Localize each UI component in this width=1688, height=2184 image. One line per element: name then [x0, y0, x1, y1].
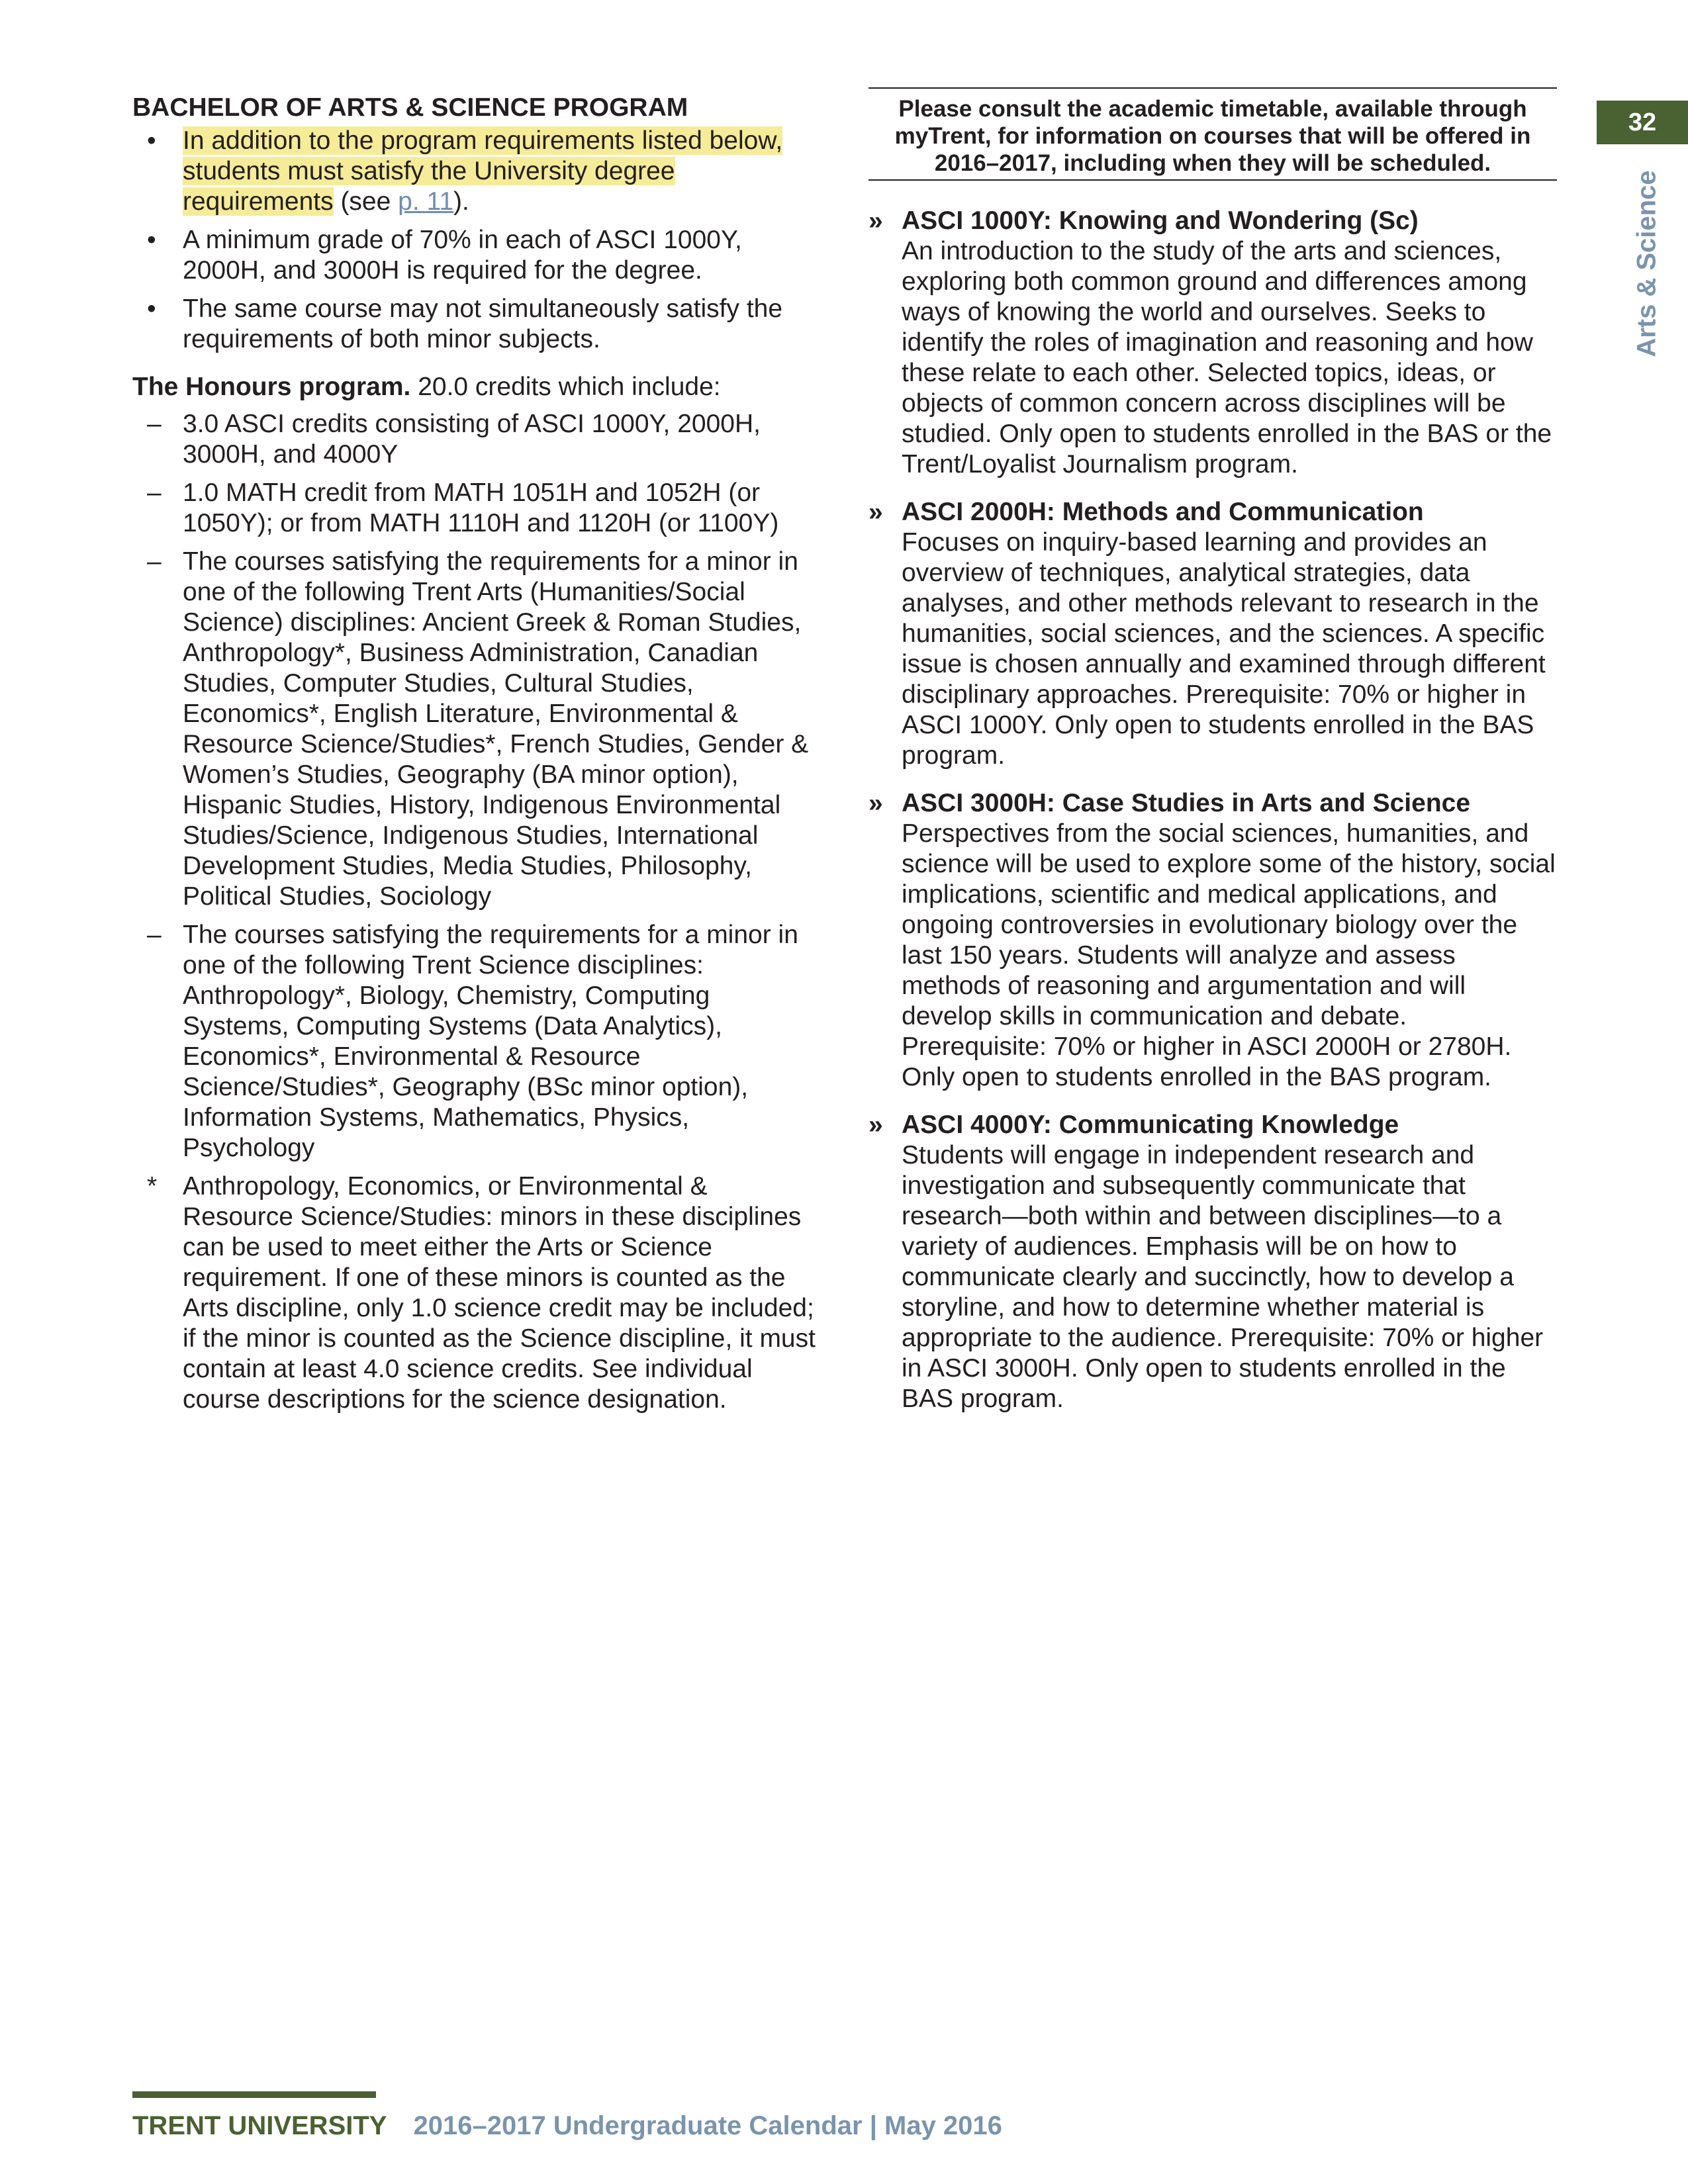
page-number-tab — [1597, 101, 1688, 144]
page-reference-link[interactable]: p. 11 — [398, 187, 454, 216]
course-title: ASCI 1000Y: Knowing and Wondering (Sc) — [902, 206, 1419, 235]
course-description: An introduction to the study of the arts and sciences, exploring both common ground and differences among ways of knowing the world and ourselves. Seeks to identify the roles of imagination and reasoning and how these relate to each other. Selected topics, ideas, or objects of common concern across disciplines will be studied. Only open to students enrolled in the BAS or the Trent/Loyalist Journalism program. — [902, 237, 1552, 478]
course-title: ASCI 2000H: Methods and Communication — [902, 498, 1424, 526]
course-entry — [868, 1110, 1557, 1414]
course-description: Perspectives from the social sciences, humanities, and science will be used to explore some of the history, social implications, scientific and medical applications, and ongoing controversies in evolutionary biology over the last 150 years. Students will analyze and assess methods of reasoning and argumentation and will develop skills in communication and debate. Prerequisite: 70% or higher in ASCI 2000H or 2780H. Only open to students enrolled in the BAS program. — [902, 819, 1556, 1091]
list-item-text: 3.0 ASCI credits consisting of ASCI 1000Y, 2000H, 3000H, and 4000Y — [183, 410, 761, 469]
course-title: ASCI 3000H: Case Studies in Arts and Science — [902, 789, 1471, 817]
side-label-text: Arts & Science — [1632, 169, 1662, 357]
footnote-text: Anthropology, Economics, or Environmental & Resource Science/Studies: minors in these disciplines can be used to meet either the Arts or Science requirement. If one of these minors is counted as the Arts discipline, only 1.0 science credit may be included; if the minor is counted as the Science discipline, it must contain at least 4.0 science credits. See individual course descriptions for the science designation. — [183, 1172, 816, 1414]
dash-marker: – — [147, 547, 162, 576]
dash-marker: – — [147, 478, 162, 507]
honours-requirements-list — [132, 409, 821, 1415]
course-title: ASCI 4000Y: Communicating Knowledge — [902, 1111, 1399, 1139]
chevron-marker: » — [868, 1111, 883, 1139]
list-item — [132, 478, 821, 539]
bullet-marker: • — [147, 295, 156, 323]
asterisk-marker: * — [147, 1172, 158, 1201]
list-item-text: 1.0 MATH credit from MATH 1051H and 1052H (or 1050Y); or from MATH 1110H and 1120H (or 1100Y) — [183, 478, 779, 537]
list-item — [132, 126, 821, 217]
program-requirements-list — [132, 126, 821, 355]
list-item — [132, 1171, 821, 1415]
course-entry — [868, 788, 1557, 1093]
honours-credits: 20.0 credits which include: — [410, 373, 721, 401]
footer-rule — [132, 2091, 376, 2098]
course-entry — [868, 206, 1557, 480]
list-item — [132, 294, 821, 355]
highlighted-requirement: In addition to the program requirements listed below, students must satisfy the University degree requirements — [183, 126, 783, 216]
see-text: (see — [333, 187, 399, 216]
page-number: 32 — [1628, 108, 1657, 136]
left-column — [132, 93, 821, 1423]
course-entry — [868, 497, 1557, 771]
list-item-text: The courses satisfying the requirements for a minor in one of the following Trent Science disciplines: Anthropology*, Biology, Chemistry, Computing Systems, Computing Systems (Data Analytics), Economics*, Environmental & Resource Science/Studies*, Geography (BSc minor option), Information Systems, Mathematics, Physics, Psychology — [183, 921, 798, 1162]
honours-label: The Honours program. — [132, 373, 411, 401]
bullet-marker: • — [147, 126, 156, 155]
course-description: Students will engage in independent research and investigation and subsequently communicate that research—both within and between disciplines—to a variety of audiences. Emphasis will be on how to communicate clearly and succinctly, how to develop a storyline, and how to determine whether material is appropriate to the audience. Prerequisite: 70% or higher in ASCI 3000H. Only open to students enrolled in the BAS program. — [902, 1141, 1544, 1413]
chevron-marker: » — [868, 789, 883, 817]
right-column — [868, 87, 1557, 1432]
list-item-text: The courses satisfying the requirements for a minor in one of the following Trent Arts (Humanities/Social Science) disciplines: Ancient Greek & Roman Studies, Anthropology*, Business Administration, Canadian Studies, Computer Studies, Cultural Studies, Economics*, English Literature, Environmental & Resource Science/Studies*, French Studies, Gender & Women’s Studies, Geography (BA minor option), Hispanic Studies, History, Indigenous Environmental Studies/Science, Indigenous Studies, International Development Studies, Media Studies, Philosophy, Political Studies, Sociology — [183, 547, 809, 911]
chevron-marker: » — [868, 498, 883, 526]
dash-marker: – — [147, 410, 162, 438]
honours-intro — [132, 372, 821, 402]
course-description: Focuses on inquiry-based learning and provides an overview of techniques, analytical strategies, data analyses, and other methods relevant to research in the humanities, social sciences, and the sciences. A specific issue is chosen annually and examined through different disciplinary approaches. Prerequisite: 70% or higher in ASCI 1000Y. Only open to students enrolled in the BAS program. — [902, 528, 1546, 770]
section-side-label — [1607, 171, 1687, 356]
closing-text: ). — [453, 187, 469, 216]
timetable-notice: Please consult the academic timetable, available through myTrent, for information on courses that will be offered in 2016–2017, including when they will be scheduled. — [868, 87, 1557, 181]
list-item — [132, 409, 821, 470]
list-item-text: A minimum grade of 70% in each of ASCI 1000Y, 2000H, and 3000H is required for the degree. — [183, 226, 742, 285]
dash-marker: – — [147, 921, 162, 949]
chevron-marker: » — [868, 206, 883, 235]
list-item — [132, 547, 821, 912]
list-item-text: The same course may not simultaneously satisfy the requirements of both minor subjects. — [183, 295, 783, 353]
footer-university: TRENT UNIVERSITY — [132, 2111, 387, 2140]
program-heading: BACHELOR OF ARTS & SCIENCE PROGRAM — [132, 93, 688, 122]
list-item — [132, 920, 821, 1163]
list-item — [132, 225, 821, 286]
bullet-marker: • — [147, 226, 156, 254]
page-footer — [132, 2111, 1002, 2141]
footer-calendar: 2016–2017 Undergraduate Calendar | May 2016 — [413, 2111, 1002, 2140]
